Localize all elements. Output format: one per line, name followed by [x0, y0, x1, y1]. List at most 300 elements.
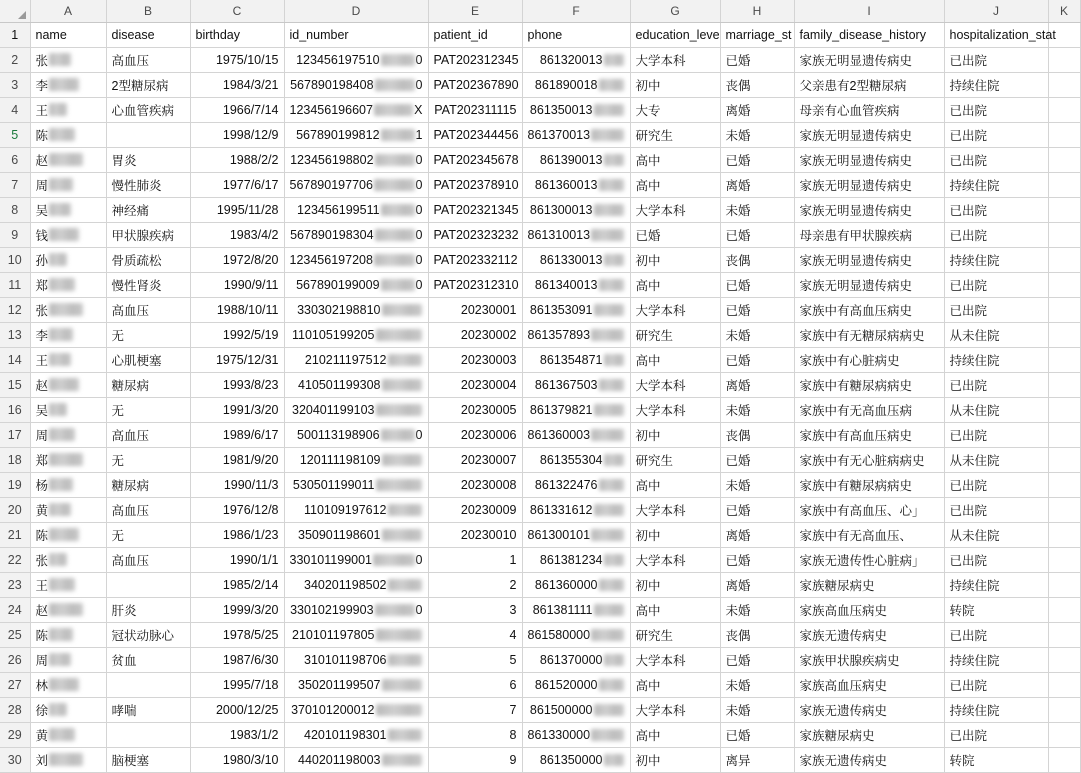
- cell-education-header[interactable]: education_leve: [630, 22, 720, 47]
- cell-hospitalization[interactable]: 持续住院: [944, 172, 1048, 197]
- cell-birthday[interactable]: 1993/8/23: [190, 372, 284, 397]
- cell-education[interactable]: 大学本科: [630, 297, 720, 322]
- cell-hospitalization[interactable]: 已出院: [944, 672, 1048, 697]
- cell-birthday[interactable]: 1988/10/11: [190, 297, 284, 322]
- cell-family-history[interactable]: 家族中有无高血压病: [794, 397, 944, 422]
- table-row[interactable]: [0, 697, 1080, 722]
- cell-disease[interactable]: 无: [106, 447, 190, 472]
- cell-k[interactable]: [1048, 272, 1080, 297]
- cell-id-number[interactable]: [284, 222, 428, 247]
- cell-k[interactable]: [1048, 622, 1080, 647]
- table-row[interactable]: [0, 197, 1080, 222]
- cell-education[interactable]: 初中: [630, 72, 720, 97]
- row-header-30[interactable]: 30: [0, 747, 30, 772]
- cell-k[interactable]: [1048, 122, 1080, 147]
- cell-disease[interactable]: 无: [106, 397, 190, 422]
- cell-marriage[interactable]: 离婚: [720, 372, 794, 397]
- row-header-7[interactable]: 7: [0, 172, 30, 197]
- row-header-16[interactable]: 16: [0, 397, 30, 422]
- cell-disease[interactable]: 糖尿病: [106, 372, 190, 397]
- cell-id-number[interactable]: [284, 622, 428, 647]
- cell-name[interactable]: [30, 547, 106, 572]
- cell-family-history[interactable]: 家族中有高血压病史: [794, 422, 944, 447]
- cell-id-number[interactable]: [284, 372, 428, 397]
- cell-education[interactable]: 研究生: [630, 447, 720, 472]
- cell-k[interactable]: [1048, 747, 1080, 772]
- cell-patient-id[interactable]: 20230001: [428, 297, 522, 322]
- cell-hospitalization[interactable]: 转院: [944, 597, 1048, 622]
- cell-name[interactable]: [30, 122, 106, 147]
- cell-marriage[interactable]: 离婚: [720, 522, 794, 547]
- cell-k[interactable]: [1048, 472, 1080, 497]
- table-row[interactable]: [0, 147, 1080, 172]
- cell-id-number[interactable]: [284, 522, 428, 547]
- column-header-i[interactable]: I: [794, 0, 944, 22]
- cell-name[interactable]: [30, 322, 106, 347]
- cell-patient-id[interactable]: 20230010: [428, 522, 522, 547]
- cell-education[interactable]: 高中: [630, 597, 720, 622]
- cell-phone[interactable]: [522, 147, 630, 172]
- row-header-15[interactable]: 15: [0, 372, 30, 397]
- cell-name[interactable]: [30, 672, 106, 697]
- cell-phone[interactable]: [522, 72, 630, 97]
- cell-name[interactable]: [30, 297, 106, 322]
- cell-family-history[interactable]: 家族无明显遗传病史: [794, 272, 944, 297]
- cell-education[interactable]: 初中: [630, 247, 720, 272]
- table-row[interactable]: [0, 722, 1080, 747]
- cell-family-history[interactable]: 家族无遗传病史: [794, 697, 944, 722]
- cell-k[interactable]: [1048, 422, 1080, 447]
- cell-phone-header[interactable]: phone: [522, 22, 630, 47]
- cell-hospitalization[interactable]: 已出院: [944, 472, 1048, 497]
- table-row[interactable]: [0, 22, 1080, 47]
- cell-marriage[interactable]: 离婚: [720, 572, 794, 597]
- cell-hospitalization[interactable]: 已出院: [944, 97, 1048, 122]
- cell-patient-id[interactable]: 3: [428, 597, 522, 622]
- cell-patientid-header[interactable]: patient_id: [428, 22, 522, 47]
- cell-marriage[interactable]: 丧偶: [720, 72, 794, 97]
- cell-name-header[interactable]: name: [30, 22, 106, 47]
- cell-birthday-header[interactable]: birthday: [190, 22, 284, 47]
- cell-phone[interactable]: [522, 222, 630, 247]
- column-header-e[interactable]: E: [428, 0, 522, 22]
- cell-disease[interactable]: 高血压: [106, 497, 190, 522]
- column-header-a[interactable]: A: [30, 0, 106, 22]
- cell-hospitalization[interactable]: 持续住院: [944, 72, 1048, 97]
- cell-family-history[interactable]: 家族无明显遗传病史: [794, 147, 944, 172]
- cell-marriage[interactable]: 已婚: [720, 547, 794, 572]
- cell-hospitalization[interactable]: 已出院: [944, 122, 1048, 147]
- cell-name[interactable]: [30, 172, 106, 197]
- table-row[interactable]: [0, 372, 1080, 397]
- cell-patient-id[interactable]: 4: [428, 622, 522, 647]
- cell-education[interactable]: 大学本科: [630, 697, 720, 722]
- cell-family-history[interactable]: 家族无明显遗传病史: [794, 197, 944, 222]
- cell-k[interactable]: [1048, 722, 1080, 747]
- cell-idnumber-header[interactable]: id_number: [284, 22, 428, 47]
- row-header-18[interactable]: 18: [0, 447, 30, 472]
- cell-family-history[interactable]: 家族无遗传病史: [794, 747, 944, 772]
- row-header-27[interactable]: 27: [0, 672, 30, 697]
- cell-phone[interactable]: [522, 472, 630, 497]
- cell-name[interactable]: [30, 497, 106, 522]
- table-row[interactable]: [0, 522, 1080, 547]
- cell-patient-id[interactable]: PAT202344456: [428, 122, 522, 147]
- cell-education[interactable]: 初中: [630, 422, 720, 447]
- cell-education[interactable]: 研究生: [630, 322, 720, 347]
- cell-name[interactable]: [30, 222, 106, 247]
- cell-k[interactable]: [1048, 672, 1080, 697]
- cell-disease[interactable]: 甲状腺疾病: [106, 222, 190, 247]
- table-row[interactable]: [0, 47, 1080, 72]
- cell-family-history[interactable]: 家族无明显遗传病史: [794, 247, 944, 272]
- cell-birthday[interactable]: 2000/12/25: [190, 697, 284, 722]
- cell-id-number[interactable]: [284, 397, 428, 422]
- row-header-14[interactable]: 14: [0, 347, 30, 372]
- table-row[interactable]: [0, 222, 1080, 247]
- cell-marriage[interactable]: 已婚: [720, 647, 794, 672]
- cell-k[interactable]: [1048, 97, 1080, 122]
- table-row[interactable]: [0, 672, 1080, 697]
- cell-phone[interactable]: [522, 122, 630, 147]
- cell-family-history[interactable]: 家族高血压病史: [794, 672, 944, 697]
- cell-id-number[interactable]: [284, 197, 428, 222]
- cell-marriage[interactable]: 丧偶: [720, 422, 794, 447]
- cell-phone[interactable]: [522, 497, 630, 522]
- cell-phone[interactable]: [522, 247, 630, 272]
- cell-phone[interactable]: [522, 747, 630, 772]
- row-header-17[interactable]: 17: [0, 422, 30, 447]
- cell-birthday[interactable]: 1987/6/30: [190, 647, 284, 672]
- cell-k[interactable]: [1048, 222, 1080, 247]
- cell-patient-id[interactable]: PAT202323232: [428, 222, 522, 247]
- cell-phone[interactable]: [522, 722, 630, 747]
- cell-disease[interactable]: [106, 122, 190, 147]
- cell-education[interactable]: 大学本科: [630, 397, 720, 422]
- row-header-20[interactable]: 20: [0, 497, 30, 522]
- cell-k[interactable]: [1048, 597, 1080, 622]
- table-row[interactable]: [0, 172, 1080, 197]
- table-row[interactable]: [0, 97, 1080, 122]
- table-row[interactable]: [0, 647, 1080, 672]
- cell-birthday[interactable]: 1975/12/31: [190, 347, 284, 372]
- cell-phone[interactable]: [522, 447, 630, 472]
- row-header-1[interactable]: 1: [0, 22, 30, 47]
- row-header-9[interactable]: 9: [0, 222, 30, 247]
- cell-marriage[interactable]: 未婚: [720, 672, 794, 697]
- row-header-24[interactable]: 24: [0, 597, 30, 622]
- cell-education[interactable]: 高中: [630, 347, 720, 372]
- cell-family-history[interactable]: 家族中有无高血压、: [794, 522, 944, 547]
- cell-name[interactable]: [30, 597, 106, 622]
- cell-marriage[interactable]: 未婚: [720, 697, 794, 722]
- cell-birthday[interactable]: 1988/2/2: [190, 147, 284, 172]
- cell-hospitalization[interactable]: 从未住院: [944, 447, 1048, 472]
- table-row[interactable]: [0, 547, 1080, 572]
- cell-patient-id[interactable]: 9: [428, 747, 522, 772]
- cell-hospitalization[interactable]: 已出院: [944, 547, 1048, 572]
- cell-education[interactable]: 大学本科: [630, 197, 720, 222]
- cell-name[interactable]: [30, 422, 106, 447]
- cell-education[interactable]: 大学本科: [630, 372, 720, 397]
- row-header-8[interactable]: 8: [0, 197, 30, 222]
- cell-phone[interactable]: [522, 97, 630, 122]
- cell-education[interactable]: 大学本科: [630, 497, 720, 522]
- cell-patient-id[interactable]: 2: [428, 572, 522, 597]
- cell-patient-id[interactable]: 20230002: [428, 322, 522, 347]
- cell-marriage[interactable]: 丧偶: [720, 247, 794, 272]
- cell-hospitalization[interactable]: 已出院: [944, 422, 1048, 447]
- cell-id-number[interactable]: [284, 172, 428, 197]
- cell-id-number[interactable]: [284, 147, 428, 172]
- select-all-corner[interactable]: [0, 0, 30, 22]
- cell-phone[interactable]: [522, 622, 630, 647]
- cell-id-number[interactable]: [284, 747, 428, 772]
- cell-phone[interactable]: [522, 522, 630, 547]
- column-header-j[interactable]: J: [944, 0, 1048, 22]
- cell-family-history[interactable]: 家族中有无糖尿病病史: [794, 322, 944, 347]
- cell-birthday[interactable]: 1986/1/23: [190, 522, 284, 547]
- cell-birthday[interactable]: 1990/11/3: [190, 472, 284, 497]
- cell-hospitalization[interactable]: 从未住院: [944, 322, 1048, 347]
- cell-k[interactable]: [1048, 247, 1080, 272]
- cell-hospitalization[interactable]: 转院: [944, 747, 1048, 772]
- cell-disease[interactable]: 无: [106, 322, 190, 347]
- cell-family-history[interactable]: 家族中有心脏病史: [794, 347, 944, 372]
- row-header-19[interactable]: 19: [0, 472, 30, 497]
- row-header-28[interactable]: 28: [0, 697, 30, 722]
- cell-disease[interactable]: 心肌梗塞: [106, 347, 190, 372]
- table-row[interactable]: [0, 122, 1080, 147]
- cell-marriage[interactable]: 已婚: [720, 447, 794, 472]
- cell-family-history[interactable]: 家族糖尿病史: [794, 722, 944, 747]
- cell-hospitalization[interactable]: 从未住院: [944, 397, 1048, 422]
- cell-marriage[interactable]: 已婚: [720, 47, 794, 72]
- cell-id-number[interactable]: [284, 122, 428, 147]
- cell-family-history[interactable]: 家族无遗传病史: [794, 622, 944, 647]
- cell-disease[interactable]: 高血压: [106, 47, 190, 72]
- cell-education[interactable]: 高中: [630, 147, 720, 172]
- cell-birthday[interactable]: 1995/7/18: [190, 672, 284, 697]
- cell-id-number[interactable]: [284, 547, 428, 572]
- cell-family-history[interactable]: 家族无明显遗传病史: [794, 172, 944, 197]
- cell-name[interactable]: [30, 697, 106, 722]
- cell-patient-id[interactable]: PAT202345678: [428, 147, 522, 172]
- cell-marriage[interactable]: 已婚: [720, 222, 794, 247]
- table-row[interactable]: [0, 747, 1080, 772]
- cell-k[interactable]: [1048, 397, 1080, 422]
- cell-hospitalization[interactable]: 已出院: [944, 222, 1048, 247]
- cell-id-number[interactable]: [284, 597, 428, 622]
- cell-patient-id[interactable]: 6: [428, 672, 522, 697]
- cell-birthday[interactable]: 1990/9/11: [190, 272, 284, 297]
- cell-patient-id[interactable]: 20230009: [428, 497, 522, 522]
- cell-id-number[interactable]: [284, 72, 428, 97]
- cell-hospitalization[interactable]: 持续住院: [944, 572, 1048, 597]
- cell-birthday[interactable]: 1966/7/14: [190, 97, 284, 122]
- cell-education[interactable]: 高中: [630, 672, 720, 697]
- row-header-3[interactable]: 3: [0, 72, 30, 97]
- row-header-11[interactable]: 11: [0, 272, 30, 297]
- cell-id-number[interactable]: [284, 297, 428, 322]
- cell-patient-id[interactable]: 20230004: [428, 372, 522, 397]
- cell-k[interactable]: [1048, 297, 1080, 322]
- cell-marriage[interactable]: 未婚: [720, 472, 794, 497]
- cell-disease[interactable]: 胃炎: [106, 147, 190, 172]
- cell-name[interactable]: [30, 572, 106, 597]
- table-row[interactable]: [0, 447, 1080, 472]
- cell-birthday[interactable]: 1983/1/2: [190, 722, 284, 747]
- row-header-26[interactable]: 26: [0, 647, 30, 672]
- cell-family-header[interactable]: family_disease_history: [794, 22, 944, 47]
- cell-family-history[interactable]: 家族无遗传性心脏病」: [794, 547, 944, 572]
- cell-disease[interactable]: 神经痛: [106, 197, 190, 222]
- cell-family-history[interactable]: 家族无明显遗传病史: [794, 122, 944, 147]
- cell-family-history[interactable]: 家族中有高血压、心」: [794, 497, 944, 522]
- cell-hospitalization[interactable]: 已出院: [944, 372, 1048, 397]
- table-row[interactable]: [0, 272, 1080, 297]
- cell-disease[interactable]: 高血压: [106, 422, 190, 447]
- cell-marriage[interactable]: 离异: [720, 747, 794, 772]
- cell-name[interactable]: [30, 447, 106, 472]
- cell-id-number[interactable]: [284, 422, 428, 447]
- cell-education[interactable]: 高中: [630, 272, 720, 297]
- cell-family-history[interactable]: 家族中有高血压病史: [794, 297, 944, 322]
- cell-birthday[interactable]: 1991/3/20: [190, 397, 284, 422]
- cell-name[interactable]: [30, 397, 106, 422]
- cell-patient-id[interactable]: PAT202311115: [428, 97, 522, 122]
- cell-hospitalization[interactable]: 已出院: [944, 147, 1048, 172]
- cell-k[interactable]: [1048, 697, 1080, 722]
- cell-disease[interactable]: 贫血: [106, 647, 190, 672]
- cell-education[interactable]: 已婚: [630, 222, 720, 247]
- cell-education[interactable]: 大学本科: [630, 647, 720, 672]
- cell-phone[interactable]: [522, 47, 630, 72]
- cell-name[interactable]: [30, 247, 106, 272]
- cell-id-number[interactable]: [284, 322, 428, 347]
- cell-name[interactable]: [30, 72, 106, 97]
- cell-family-history[interactable]: 母亲患有甲状腺疾病: [794, 222, 944, 247]
- table-row[interactable]: [0, 347, 1080, 372]
- cell-education[interactable]: 大专: [630, 97, 720, 122]
- cell-id-number[interactable]: [284, 672, 428, 697]
- cell-phone[interactable]: [522, 422, 630, 447]
- cell-id-number[interactable]: [284, 97, 428, 122]
- cell-hospitalization[interactable]: 已出院: [944, 197, 1048, 222]
- cell-hospitalization[interactable]: 持续住院: [944, 697, 1048, 722]
- cell-disease[interactable]: 脑梗塞: [106, 747, 190, 772]
- cell-patient-id[interactable]: 20230006: [428, 422, 522, 447]
- cell-k[interactable]: [1048, 347, 1080, 372]
- cell-phone[interactable]: [522, 397, 630, 422]
- cell-hospitalization[interactable]: 已出院: [944, 622, 1048, 647]
- cell-hospitalization[interactable]: 已出院: [944, 47, 1048, 72]
- cell-marriage[interactable]: 未婚: [720, 122, 794, 147]
- cell-disease[interactable]: 糖尿病: [106, 472, 190, 497]
- cell-education[interactable]: 研究生: [630, 122, 720, 147]
- cell-phone[interactable]: [522, 172, 630, 197]
- table-row[interactable]: [0, 297, 1080, 322]
- cell-marriage[interactable]: 离婚: [720, 172, 794, 197]
- cell-family-history[interactable]: 母亲有心血管疾病: [794, 97, 944, 122]
- cell-patient-id[interactable]: 5: [428, 647, 522, 672]
- cell-family-history[interactable]: 家族糖尿病史: [794, 572, 944, 597]
- cell-name[interactable]: [30, 97, 106, 122]
- cell-education[interactable]: 高中: [630, 472, 720, 497]
- cell-k[interactable]: [1048, 147, 1080, 172]
- row-header-25[interactable]: 25: [0, 622, 30, 647]
- cell-family-history[interactable]: 家族高血压病史: [794, 597, 944, 622]
- cell-birthday[interactable]: 1985/2/14: [190, 572, 284, 597]
- cell-patient-id[interactable]: 7: [428, 697, 522, 722]
- column-header-f[interactable]: F: [522, 0, 630, 22]
- cell-marriage[interactable]: 已婚: [720, 272, 794, 297]
- cell-birthday[interactable]: 1990/1/1: [190, 547, 284, 572]
- cell-name[interactable]: [30, 147, 106, 172]
- cell-hospitalization[interactable]: 持续住院: [944, 647, 1048, 672]
- cell-marriage[interactable]: 已婚: [720, 147, 794, 172]
- cell-name[interactable]: [30, 347, 106, 372]
- cell-marriage[interactable]: 未婚: [720, 197, 794, 222]
- cell-education[interactable]: 初中: [630, 522, 720, 547]
- row-header-23[interactable]: 23: [0, 572, 30, 597]
- cell-hospitalization[interactable]: 已出院: [944, 297, 1048, 322]
- cell-marriage[interactable]: 已婚: [720, 497, 794, 522]
- cell-k[interactable]: [1048, 647, 1080, 672]
- cell-birthday[interactable]: 1984/3/21: [190, 72, 284, 97]
- table-row[interactable]: [0, 622, 1080, 647]
- cell-phone[interactable]: [522, 197, 630, 222]
- cell-disease[interactable]: [106, 672, 190, 697]
- cell-birthday[interactable]: 1983/4/2: [190, 222, 284, 247]
- cell-education[interactable]: 高中: [630, 722, 720, 747]
- cell-disease[interactable]: [106, 722, 190, 747]
- cell-disease[interactable]: 高血压: [106, 297, 190, 322]
- cell-id-number[interactable]: [284, 472, 428, 497]
- cell-k[interactable]: [1048, 547, 1080, 572]
- column-header-k[interactable]: K: [1048, 0, 1080, 22]
- table-row[interactable]: [0, 597, 1080, 622]
- column-header-h[interactable]: H: [720, 0, 794, 22]
- cell-marriage[interactable]: 已婚: [720, 297, 794, 322]
- cell-k[interactable]: [1048, 497, 1080, 522]
- cell-hospital-header[interactable]: hospitalization_stat: [944, 22, 1048, 47]
- cell-marriage[interactable]: 未婚: [720, 322, 794, 347]
- cell-birthday[interactable]: 1975/10/15: [190, 47, 284, 72]
- cell-patient-id[interactable]: 20230007: [428, 447, 522, 472]
- row-header-22[interactable]: 22: [0, 547, 30, 572]
- column-header-d[interactable]: D: [284, 0, 428, 22]
- cell-birthday[interactable]: 1995/11/28: [190, 197, 284, 222]
- cell-disease[interactable]: 冠状动脉心: [106, 622, 190, 647]
- cell-id-number[interactable]: [284, 347, 428, 372]
- cell-phone[interactable]: [522, 572, 630, 597]
- cell-patient-id[interactable]: 1: [428, 547, 522, 572]
- cell-family-history[interactable]: 家族中有无心脏病病史: [794, 447, 944, 472]
- cell-disease[interactable]: 慢性肾炎: [106, 272, 190, 297]
- row-header-13[interactable]: 13: [0, 322, 30, 347]
- cell-name[interactable]: [30, 472, 106, 497]
- cell-phone[interactable]: [522, 322, 630, 347]
- cell-disease[interactable]: [106, 572, 190, 597]
- cell-id-number[interactable]: [284, 697, 428, 722]
- cell-disease[interactable]: 骨质疏松: [106, 247, 190, 272]
- table-row[interactable]: [0, 422, 1080, 447]
- cell-patient-id[interactable]: 8: [428, 722, 522, 747]
- cell-patient-id[interactable]: PAT202312345: [428, 47, 522, 72]
- cell-k[interactable]: [1048, 372, 1080, 397]
- cell-id-number[interactable]: [284, 497, 428, 522]
